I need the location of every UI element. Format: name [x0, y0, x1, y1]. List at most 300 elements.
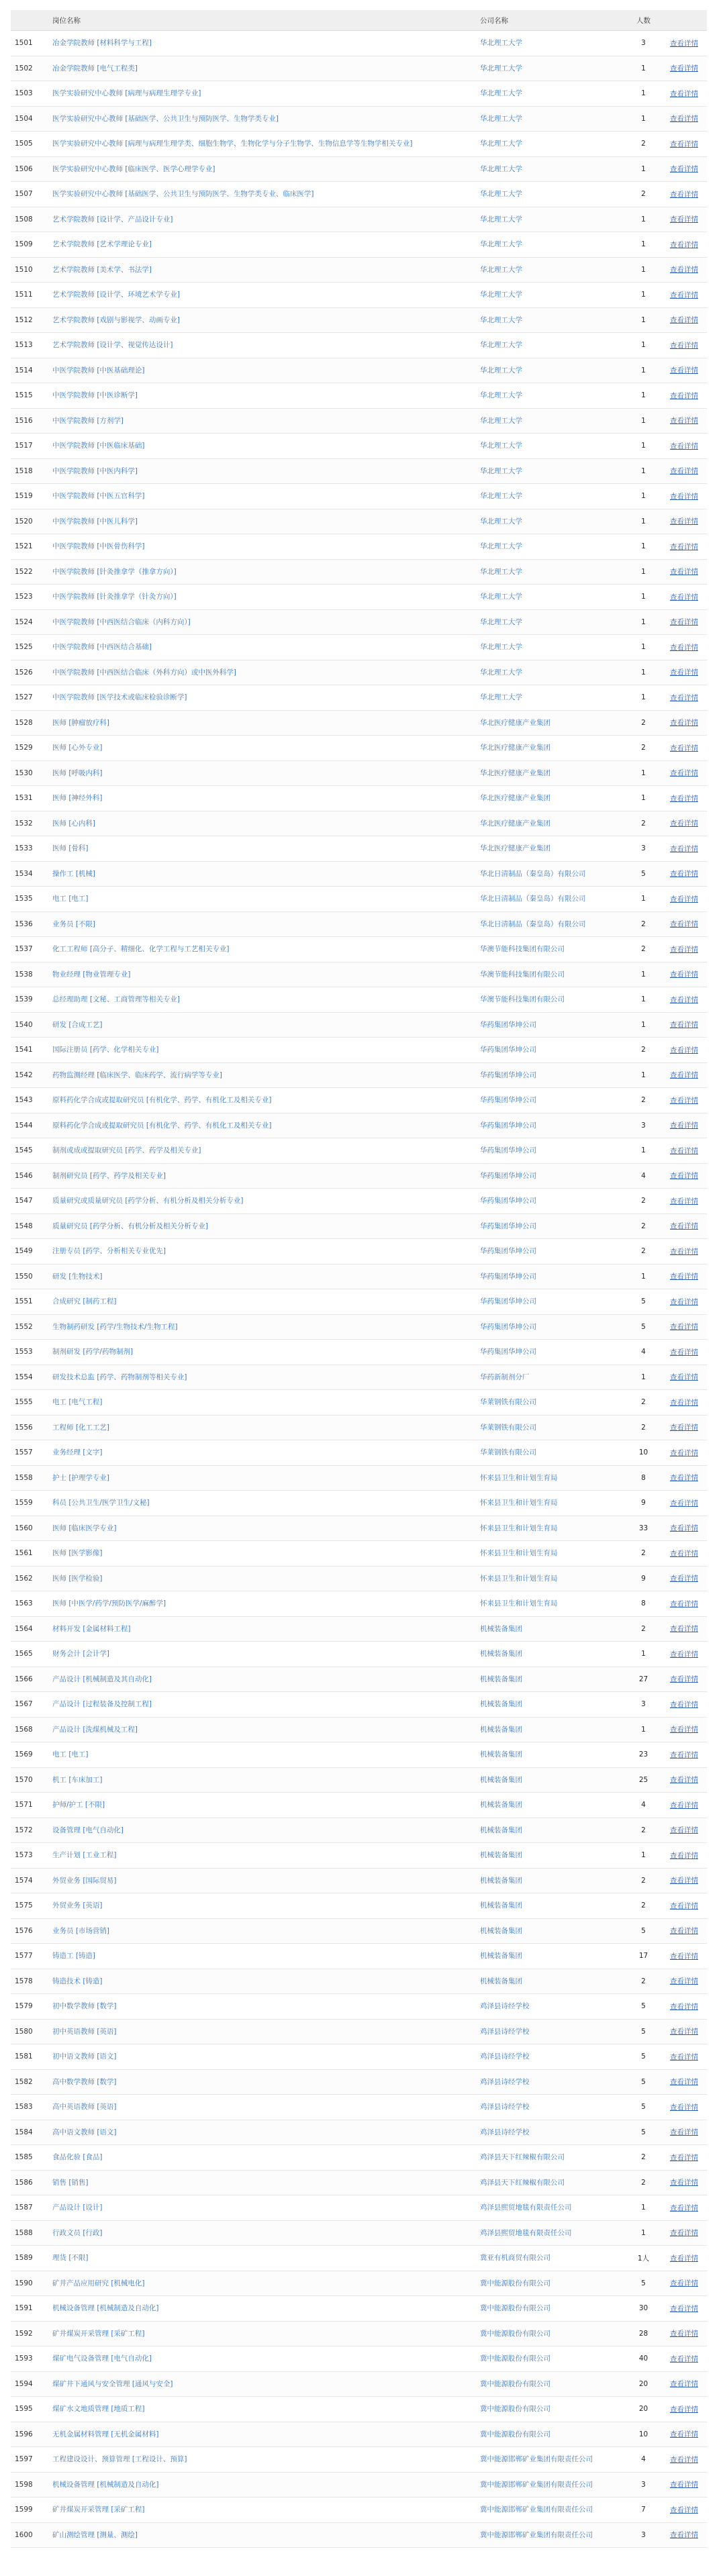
- job-title-link[interactable]: 中医学院教师 [中西医结合基础]: [48, 635, 476, 660]
- job-title-link[interactable]: 初中英语教师 [英语]: [48, 2019, 476, 2044]
- job-title-link[interactable]: 物业经理 [物业管理专业]: [48, 962, 476, 987]
- company-link[interactable]: 华北理工大学: [476, 585, 621, 610]
- job-title-link[interactable]: 财务会计 [会计学]: [48, 1642, 476, 1667]
- job-title-link[interactable]: 药物监测经理 [临床医学、临床药学、流行病学等专业]: [48, 1062, 476, 1088]
- view-details-link[interactable]: 查看详情: [670, 1273, 698, 1281]
- job-title-link[interactable]: 产品设计 [洗煤机械及工程]: [48, 1717, 476, 1742]
- company-link[interactable]: 华北理工大学: [476, 660, 621, 685]
- view-details-link[interactable]: 查看详情: [670, 1247, 698, 1256]
- job-title-link[interactable]: 销售 [销售]: [48, 2170, 476, 2195]
- view-details-link[interactable]: 查看详情: [670, 1323, 698, 1332]
- view-details-link[interactable]: 查看详情: [670, 2380, 698, 2389]
- job-title-link[interactable]: 注册专员 [药学、分析相关专业优先]: [48, 1239, 476, 1265]
- view-details-link[interactable]: 查看详情: [670, 442, 698, 450]
- view-details-link[interactable]: 查看详情: [670, 2355, 698, 2363]
- job-title-link[interactable]: 医师 [医学检验]: [48, 1566, 476, 1591]
- job-title-link[interactable]: 操作工 [机械]: [48, 861, 476, 887]
- company-link[interactable]: 华药集团华坤公司: [476, 1163, 621, 1189]
- job-title-link[interactable]: 行政文员 [行政]: [48, 2220, 476, 2246]
- view-details-link[interactable]: 查看详情: [670, 2103, 698, 2112]
- view-details-link[interactable]: 查看详情: [670, 1549, 698, 1558]
- job-title-link[interactable]: 业务员 [不限]: [48, 911, 476, 937]
- job-title-link[interactable]: 电工 [电工]: [48, 887, 476, 912]
- job-title-link[interactable]: 医师 [心内科]: [48, 811, 476, 836]
- view-details-link[interactable]: 查看详情: [670, 2254, 698, 2263]
- view-details-link[interactable]: 查看详情: [670, 1952, 698, 1961]
- job-title-link[interactable]: 研发 [合成工艺]: [48, 1012, 476, 1038]
- job-title-link[interactable]: 艺术学院教师 [艺术学理论专业]: [48, 232, 476, 258]
- company-link[interactable]: 怀来县卫生和计划生育局: [476, 1516, 621, 1541]
- job-title-link[interactable]: 中医学院教师 [中医临床基础]: [48, 434, 476, 459]
- view-details-link[interactable]: 查看详情: [670, 2430, 698, 2439]
- company-link[interactable]: 华药集团华坤公司: [476, 1038, 621, 1063]
- job-title-link[interactable]: 煤矿井下通风与安全管理 [通风与安全]: [48, 2371, 476, 2397]
- job-title-link[interactable]: 中医学院教师 [中医内科学]: [48, 458, 476, 484]
- job-title-link[interactable]: 科员 [公共卫生/医学卫生/文秘]: [48, 1491, 476, 1516]
- company-link[interactable]: 冀中能源股份有限公司: [476, 2371, 621, 2397]
- view-details-link[interactable]: 查看详情: [670, 693, 698, 702]
- job-title-link[interactable]: 业务员 [市场营销]: [48, 1918, 476, 1944]
- job-title-link[interactable]: 业务经理 [文字]: [48, 1440, 476, 1466]
- company-link[interactable]: 鸡泽县诗经学校: [476, 2069, 621, 2095]
- company-link[interactable]: 机械装备集团: [476, 1767, 621, 1793]
- company-link[interactable]: 怀来县卫生和计划生育局: [476, 1591, 621, 1617]
- view-details-link[interactable]: 查看详情: [670, 945, 698, 954]
- company-link[interactable]: 华北理工大学: [476, 434, 621, 459]
- view-details-link[interactable]: 查看详情: [670, 1071, 698, 1080]
- company-link[interactable]: 机械装备集团: [476, 1692, 621, 1718]
- view-details-link[interactable]: 查看详情: [670, 2078, 698, 2087]
- job-title-link[interactable]: 食品化验 [食品]: [48, 2145, 476, 2171]
- company-link[interactable]: 鸡泽县诗经学校: [476, 2120, 621, 2145]
- job-title-link[interactable]: 中医学院教师 [中医儿科学]: [48, 509, 476, 534]
- job-title-link[interactable]: 外贸业务 [国际贸易]: [48, 1868, 476, 1893]
- job-title-link[interactable]: 艺术学院教师 [设计学、视觉传达设计]: [48, 333, 476, 358]
- company-link[interactable]: 华北日清制品（秦皇岛）有限公司: [476, 861, 621, 887]
- view-details-link[interactable]: 查看详情: [670, 1448, 698, 1457]
- company-link[interactable]: 华药集团华坤公司: [476, 1264, 621, 1289]
- view-details-link[interactable]: 查看详情: [670, 1776, 698, 1785]
- view-details-link[interactable]: 查看详情: [670, 971, 698, 979]
- job-title-link[interactable]: 电工 [电气工程]: [48, 1390, 476, 1416]
- job-title-link[interactable]: 中医学院教师 [中医五官科学]: [48, 484, 476, 509]
- company-link[interactable]: 华药集团华坤公司: [476, 1113, 621, 1138]
- company-link[interactable]: 鸡泽县诗经学校: [476, 1994, 621, 2020]
- view-details-link[interactable]: 查看详情: [670, 769, 698, 778]
- company-link[interactable]: 华北理工大学: [476, 257, 621, 283]
- job-title-link[interactable]: 医师 [临床医学专业]: [48, 1516, 476, 1541]
- company-link[interactable]: 华北医疗健康产业集团: [476, 811, 621, 836]
- company-link[interactable]: 冀中能源股份有限公司: [476, 2296, 621, 2322]
- view-details-link[interactable]: 查看详情: [670, 1398, 698, 1407]
- company-link[interactable]: 华药集团华坤公司: [476, 1239, 621, 1265]
- company-link[interactable]: 华北医疗健康产业集团: [476, 760, 621, 786]
- job-title-link[interactable]: 无机金属材料管理 [无机金属材料]: [48, 2422, 476, 2447]
- company-link[interactable]: 怀来县卫生和计划生育局: [476, 1465, 621, 1491]
- company-link[interactable]: 冀中能源股份有限公司: [476, 2397, 621, 2422]
- view-details-link[interactable]: 查看详情: [670, 1901, 698, 1910]
- company-link[interactable]: 华北理工大学: [476, 307, 621, 333]
- job-title-link[interactable]: 中医学院教师 [方剂学]: [48, 408, 476, 434]
- company-link[interactable]: 华药新制剂分厂: [476, 1365, 621, 1390]
- view-details-link[interactable]: 查看详情: [670, 1977, 698, 1986]
- view-details-link[interactable]: 查看详情: [670, 266, 698, 275]
- job-title-link[interactable]: 质量研究员 [药学分析、有机分析及相关分析专业]: [48, 1213, 476, 1239]
- view-details-link[interactable]: 查看详情: [670, 1801, 698, 1810]
- job-title-link[interactable]: 产品设计 [设计]: [48, 2195, 476, 2221]
- company-link[interactable]: 华澳节能科技集团有限公司: [476, 937, 621, 962]
- company-link[interactable]: 机械装备集团: [476, 1717, 621, 1742]
- view-details-link[interactable]: 查看详情: [670, 1297, 698, 1306]
- job-title-link[interactable]: 生物制药研发 [药学/生物技术/生物工程]: [48, 1314, 476, 1340]
- job-title-link[interactable]: 高中数学教师 [数学]: [48, 2069, 476, 2095]
- company-link[interactable]: 华莱钢铁有限公司: [476, 1415, 621, 1440]
- job-title-link[interactable]: 机械设备管理 [机械制造及自动化]: [48, 2296, 476, 2322]
- view-details-link[interactable]: 查看详情: [670, 2028, 698, 2036]
- view-details-link[interactable]: 查看详情: [670, 920, 698, 929]
- company-link[interactable]: 机械装备集团: [476, 1893, 621, 1919]
- company-link[interactable]: 华北理工大学: [476, 56, 621, 81]
- job-title-link[interactable]: 国际注册员 [药学、化学相关专业]: [48, 1038, 476, 1063]
- view-details-link[interactable]: 查看详情: [670, 995, 698, 1004]
- company-link[interactable]: 华北理工大学: [476, 685, 621, 711]
- job-title-link[interactable]: 煤矿电气设备管理 [电气自动化]: [48, 2346, 476, 2372]
- job-title-link[interactable]: 医学实验研究中心教师 [病理与病理生理学类、细胞生物学、生物化学与分子生物学、生物信息学等生物学相关专业]: [48, 132, 476, 157]
- view-details-link[interactable]: 查看详情: [670, 794, 698, 803]
- view-details-link[interactable]: 查看详情: [670, 1700, 698, 1709]
- job-title-link[interactable]: 中医学院教师 [针灸推拿学（推拿方向）]: [48, 559, 476, 585]
- company-link[interactable]: 鸡泽县诗经学校: [476, 2044, 621, 2070]
- company-link[interactable]: 华北日清制品（秦皇岛）有限公司: [476, 887, 621, 912]
- company-link[interactable]: 华北理工大学: [476, 609, 621, 635]
- job-title-link[interactable]: 医师 [心外专业]: [48, 736, 476, 761]
- company-link[interactable]: 华药集团华坤公司: [476, 1012, 621, 1038]
- company-link[interactable]: 华北理工大学: [476, 484, 621, 509]
- company-link[interactable]: 华药集团华坤公司: [476, 1189, 621, 1214]
- view-details-link[interactable]: 查看详情: [670, 568, 698, 577]
- company-link[interactable]: 冀中能源股份有限公司: [476, 2422, 621, 2447]
- job-title-link[interactable]: 中医学院教师 [中医基础理论]: [48, 358, 476, 383]
- company-link[interactable]: 冀中能源邯郸矿业集团有限责任公司: [476, 2447, 621, 2473]
- view-details-link[interactable]: 查看详情: [670, 115, 698, 123]
- view-details-link[interactable]: 查看详情: [670, 1877, 698, 1885]
- company-link[interactable]: 华澳节能科技集团有限公司: [476, 962, 621, 987]
- job-title-link[interactable]: 铸造技术 [铸造]: [48, 1969, 476, 1994]
- company-link[interactable]: 机械装备集团: [476, 1868, 621, 1893]
- view-details-link[interactable]: 查看详情: [670, 1021, 698, 1030]
- view-details-link[interactable]: 查看详情: [670, 366, 698, 375]
- company-link[interactable]: 机械装备集团: [476, 1793, 621, 1818]
- job-title-link[interactable]: 煤矿水文地质管理 [地质工程]: [48, 2397, 476, 2422]
- company-link[interactable]: 华莱钢铁有限公司: [476, 1390, 621, 1416]
- view-details-link[interactable]: 查看详情: [670, 1424, 698, 1432]
- company-link[interactable]: 机械装备集团: [476, 1969, 621, 1994]
- job-title-link[interactable]: 医学实验研究中心教师 [基础医学、公共卫生与预防医学、生物学类专业]: [48, 106, 476, 132]
- view-details-link[interactable]: 查看详情: [670, 2304, 698, 2313]
- job-title-link[interactable]: 研发 [生物技术]: [48, 1264, 476, 1289]
- view-details-link[interactable]: 查看详情: [670, 895, 698, 903]
- company-link[interactable]: 冀中能源股份有限公司: [476, 2346, 621, 2372]
- company-link[interactable]: 华药集团华坤公司: [476, 1138, 621, 1164]
- company-link[interactable]: 华北理工大学: [476, 635, 621, 660]
- company-link[interactable]: 华北医疗健康产业集团: [476, 710, 621, 736]
- view-details-link[interactable]: 查看详情: [670, 668, 698, 677]
- company-link[interactable]: 华北理工大学: [476, 559, 621, 585]
- view-details-link[interactable]: 查看详情: [670, 165, 698, 174]
- view-details-link[interactable]: 查看详情: [670, 1373, 698, 1382]
- view-details-link[interactable]: 查看详情: [670, 2153, 698, 2162]
- job-title-link[interactable]: 高中语文教师 [语文]: [48, 2120, 476, 2145]
- company-link[interactable]: 鸡泽县诗经学校: [476, 2095, 621, 2120]
- company-link[interactable]: 鸡泽县熙贸地毯有限责任公司: [476, 2195, 621, 2221]
- view-details-link[interactable]: 查看详情: [670, 2002, 698, 2011]
- view-details-link[interactable]: 查看详情: [670, 2455, 698, 2464]
- company-link[interactable]: 华药集团华坤公司: [476, 1088, 621, 1113]
- job-title-link[interactable]: 原料药化学合成或提取研究员 [有机化学、药学、有机化工及相关专业]: [48, 1113, 476, 1138]
- view-details-link[interactable]: 查看详情: [670, 2405, 698, 2414]
- company-link[interactable]: 华药集团华坤公司: [476, 1340, 621, 1365]
- company-link[interactable]: 怀来县卫生和计划生育局: [476, 1541, 621, 1567]
- company-link[interactable]: 华北理工大学: [476, 358, 621, 383]
- company-link[interactable]: 华北医疗健康产业集团: [476, 836, 621, 862]
- company-link[interactable]: 华北理工大学: [476, 31, 621, 56]
- view-details-link[interactable]: 查看详情: [670, 417, 698, 426]
- view-details-link[interactable]: 查看详情: [670, 2279, 698, 2288]
- company-link[interactable]: 冀中能源股份有限公司: [476, 2271, 621, 2296]
- company-link[interactable]: 鸡泽县诗经学校: [476, 2019, 621, 2044]
- company-link[interactable]: 华北理工大学: [476, 207, 621, 232]
- view-details-link[interactable]: 查看详情: [670, 1499, 698, 1507]
- job-title-link[interactable]: 中医学院教师 [中医骨伤科学]: [48, 534, 476, 560]
- job-title-link[interactable]: 制剂或成或提取研究员 [药学、药学及相关专业]: [48, 1138, 476, 1164]
- view-details-link[interactable]: 查看详情: [670, 870, 698, 879]
- company-link[interactable]: 机械装备集团: [476, 1742, 621, 1768]
- company-link[interactable]: 机械装备集团: [476, 1818, 621, 1843]
- view-details-link[interactable]: 查看详情: [670, 1474, 698, 1483]
- view-details-link[interactable]: 查看详情: [670, 1575, 698, 1583]
- view-details-link[interactable]: 查看详情: [670, 593, 698, 601]
- view-details-link[interactable]: 查看详情: [670, 2506, 698, 2514]
- job-title-link[interactable]: 工程建设设计、预算管理 [工程设计、预算]: [48, 2447, 476, 2473]
- company-link[interactable]: 机械装备集团: [476, 1843, 621, 1869]
- company-link[interactable]: 华北理工大学: [476, 81, 621, 107]
- company-link[interactable]: 冀亚有机商贸有限公司: [476, 2246, 621, 2271]
- job-title-link[interactable]: 合成研究 [制药工程]: [48, 1289, 476, 1315]
- view-details-link[interactable]: 查看详情: [670, 542, 698, 551]
- company-link[interactable]: 华北理工大学: [476, 458, 621, 484]
- view-details-link[interactable]: 查看详情: [670, 2229, 698, 2238]
- job-title-link[interactable]: 产品设计 [过程装备及控制工程]: [48, 1692, 476, 1718]
- job-title-link[interactable]: 医学实验研究中心教师 [病理与病理生理学专业]: [48, 81, 476, 107]
- company-link[interactable]: 机械装备集团: [476, 1616, 621, 1642]
- company-link[interactable]: 华北医疗健康产业集团: [476, 736, 621, 761]
- view-details-link[interactable]: 查看详情: [670, 1851, 698, 1860]
- job-title-link[interactable]: 中医学院教师 [中西医结合临床（内科方向）]: [48, 609, 476, 635]
- view-details-link[interactable]: 查看详情: [670, 744, 698, 752]
- view-details-link[interactable]: 查看详情: [670, 1046, 698, 1054]
- job-title-link[interactable]: 初中数学教师 [数学]: [48, 1994, 476, 2020]
- view-details-link[interactable]: 查看详情: [670, 291, 698, 299]
- view-details-link[interactable]: 查看详情: [670, 1172, 698, 1181]
- job-title-link[interactable]: 材料开发 [金属材料工程]: [48, 1616, 476, 1642]
- view-details-link[interactable]: 查看详情: [670, 2330, 698, 2338]
- view-details-link[interactable]: 查看详情: [670, 2052, 698, 2061]
- view-details-link[interactable]: 查看详情: [670, 316, 698, 325]
- view-details-link[interactable]: 查看详情: [670, 1222, 698, 1231]
- company-link[interactable]: 华北理工大学: [476, 408, 621, 434]
- company-link[interactable]: 机械装备集团: [476, 1918, 621, 1944]
- company-link[interactable]: 华澳节能科技集团有限公司: [476, 987, 621, 1013]
- job-title-link[interactable]: 艺术学院教师 [戏剧与影视学、动画专业]: [48, 307, 476, 333]
- view-details-link[interactable]: 查看详情: [670, 1625, 698, 1634]
- company-link[interactable]: 鸡泽县天下红辣椒有限公司: [476, 2145, 621, 2171]
- company-link[interactable]: 华北理工大学: [476, 383, 621, 409]
- job-title-link[interactable]: 高中英语教师 [英语]: [48, 2095, 476, 2120]
- view-details-link[interactable]: 查看详情: [670, 1599, 698, 1608]
- view-details-link[interactable]: 查看详情: [670, 1146, 698, 1155]
- company-link[interactable]: 华北理工大学: [476, 333, 621, 358]
- view-details-link[interactable]: 查看详情: [670, 341, 698, 350]
- company-link[interactable]: 华药集团华坤公司: [476, 1213, 621, 1239]
- view-details-link[interactable]: 查看详情: [670, 391, 698, 400]
- view-details-link[interactable]: 查看详情: [670, 1726, 698, 1734]
- job-title-link[interactable]: 矿井煤炭开采管理 [采矿工程]: [48, 2321, 476, 2346]
- job-title-link[interactable]: 原料药化学合成或提取研究员 [有机化学、药学、有机化工及相关专业]: [48, 1088, 476, 1113]
- view-details-link[interactable]: 查看详情: [670, 492, 698, 501]
- job-title-link[interactable]: 制剂研发 [药学/药物制剂]: [48, 1340, 476, 1365]
- job-title-link[interactable]: 护士 [护理学专业]: [48, 1465, 476, 1491]
- company-link[interactable]: 华北理工大学: [476, 182, 621, 207]
- job-title-link[interactable]: 中医学院教师 [医学技术或临床检验诊断学]: [48, 685, 476, 711]
- view-details-link[interactable]: 查看详情: [670, 719, 698, 728]
- view-details-link[interactable]: 查看详情: [670, 64, 698, 73]
- view-details-link[interactable]: 查看详情: [670, 618, 698, 627]
- company-link[interactable]: 机械装备集团: [476, 1667, 621, 1692]
- view-details-link[interactable]: 查看详情: [670, 2203, 698, 2212]
- view-details-link[interactable]: 查看详情: [670, 820, 698, 828]
- job-title-link[interactable]: 护师/护工 [不限]: [48, 1793, 476, 1818]
- job-title-link[interactable]: 医师 [骨科]: [48, 836, 476, 862]
- company-link[interactable]: 冀中能源邯郸矿业集团有限责任公司: [476, 2472, 621, 2497]
- view-details-link[interactable]: 查看详情: [670, 140, 698, 148]
- job-title-link[interactable]: 研发技术总监 [药学、药物制剂等相关专业]: [48, 1365, 476, 1390]
- job-title-link[interactable]: 中医学院教师 [中医诊断学]: [48, 383, 476, 409]
- view-details-link[interactable]: 查看详情: [670, 1750, 698, 1759]
- view-details-link[interactable]: 查看详情: [670, 1650, 698, 1658]
- company-link[interactable]: 华北理工大学: [476, 283, 621, 308]
- job-title-link[interactable]: 艺术学院教师 [设计学、产品设计专业]: [48, 207, 476, 232]
- company-link[interactable]: 鸡泽县熙贸地毯有限责任公司: [476, 2220, 621, 2246]
- view-details-link[interactable]: 查看详情: [670, 190, 698, 199]
- company-link[interactable]: 华药集团华坤公司: [476, 1289, 621, 1315]
- job-title-link[interactable]: 制剂研究员 [药学、药学及相关专业]: [48, 1163, 476, 1189]
- company-link[interactable]: 怀来县卫生和计划生育局: [476, 1491, 621, 1516]
- view-details-link[interactable]: 查看详情: [670, 1096, 698, 1105]
- view-details-link[interactable]: 查看详情: [670, 844, 698, 853]
- view-details-link[interactable]: 查看详情: [670, 215, 698, 224]
- job-title-link[interactable]: 矿井煤炭开采管理 [采矿工程]: [48, 2497, 476, 2523]
- company-link[interactable]: 华北医疗健康产业集团: [476, 786, 621, 811]
- view-details-link[interactable]: 查看详情: [670, 1122, 698, 1130]
- job-title-link[interactable]: 艺术学院教师 [设计学、环境艺术学专业]: [48, 283, 476, 308]
- job-title-link[interactable]: 医师 [中医学/药学/预防医学/麻醉学]: [48, 1591, 476, 1617]
- view-details-link[interactable]: 查看详情: [670, 2179, 698, 2187]
- view-details-link[interactable]: 查看详情: [670, 517, 698, 526]
- job-title-link[interactable]: 化工工程师 [高分子、精细化、化学工程与工艺相关专业]: [48, 937, 476, 962]
- company-link[interactable]: 华北理工大学: [476, 106, 621, 132]
- company-link[interactable]: 冀中能源邯郸矿业集团有限责任公司: [476, 2522, 621, 2548]
- job-title-link[interactable]: 铸造工 [铸造]: [48, 1944, 476, 1969]
- job-title-link[interactable]: 医师 [神经外科]: [48, 786, 476, 811]
- job-title-link[interactable]: 冶金学院教师 [材料科学与工程]: [48, 31, 476, 56]
- job-title-link[interactable]: 矿山测绘管理 [测量、测绘]: [48, 2522, 476, 2548]
- company-link[interactable]: 鸡泽县天下红辣椒有限公司: [476, 2170, 621, 2195]
- job-title-link[interactable]: 外贸业务 [英语]: [48, 1893, 476, 1919]
- company-link[interactable]: 华药集团华坤公司: [476, 1314, 621, 1340]
- job-title-link[interactable]: 产品设计 [机械制造及其自动化]: [48, 1667, 476, 1692]
- company-link[interactable]: 华药集团华坤公司: [476, 1062, 621, 1088]
- job-title-link[interactable]: 医师 [肿瘤放疗科]: [48, 710, 476, 736]
- company-link[interactable]: 华北理工大学: [476, 232, 621, 258]
- company-link[interactable]: 机械装备集团: [476, 1642, 621, 1667]
- view-details-link[interactable]: 查看详情: [670, 39, 698, 48]
- company-link[interactable]: 华北理工大学: [476, 534, 621, 560]
- company-link[interactable]: 怀来县卫生和计划生育局: [476, 1566, 621, 1591]
- view-details-link[interactable]: 查看详情: [670, 89, 698, 98]
- view-details-link[interactable]: 查看详情: [670, 2531, 698, 2540]
- view-details-link[interactable]: 查看详情: [670, 643, 698, 652]
- job-title-link[interactable]: 生产计划 [工业工程]: [48, 1843, 476, 1869]
- view-details-link[interactable]: 查看详情: [670, 1348, 698, 1356]
- view-details-link[interactable]: 查看详情: [670, 2128, 698, 2137]
- job-title-link[interactable]: 机工 [车床加工]: [48, 1767, 476, 1793]
- job-title-link[interactable]: 医师 [医学影像]: [48, 1541, 476, 1567]
- company-link[interactable]: 华北理工大学: [476, 132, 621, 157]
- job-title-link[interactable]: 工程师 [化工工艺]: [48, 1415, 476, 1440]
- view-details-link[interactable]: 查看详情: [670, 1927, 698, 1936]
- view-details-link[interactable]: 查看详情: [670, 1197, 698, 1205]
- company-link[interactable]: 华北日清制品（秦皇岛）有限公司: [476, 911, 621, 937]
- job-title-link[interactable]: 矿井产品应用研究 [机械电化]: [48, 2271, 476, 2296]
- company-link[interactable]: 华北理工大学: [476, 509, 621, 534]
- job-title-link[interactable]: 冶金学院教师 [电气工程类]: [48, 56, 476, 81]
- job-title-link[interactable]: 理货 [不限]: [48, 2246, 476, 2271]
- job-title-link[interactable]: 医师 [呼吸内科]: [48, 760, 476, 786]
- job-title-link[interactable]: 电工 [电工]: [48, 1742, 476, 1768]
- job-title-link[interactable]: 中医学院教师 [针灸推拿学（针灸方向）]: [48, 585, 476, 610]
- company-link[interactable]: 华莱钢铁有限公司: [476, 1440, 621, 1466]
- job-title-link[interactable]: 初中语文教师 [语文]: [48, 2044, 476, 2070]
- company-link[interactable]: 机械装备集团: [476, 1944, 621, 1969]
- job-title-link[interactable]: 设备管理 [电气自动化]: [48, 1818, 476, 1843]
- company-link[interactable]: 冀中能源股份有限公司: [476, 2321, 621, 2346]
- job-title-link[interactable]: 质量研究或质量研究员 [药学分析、有机分析及相关分析专业]: [48, 1189, 476, 1214]
- company-link[interactable]: 冀中能源邯郸矿业集团有限责任公司: [476, 2497, 621, 2523]
- view-details-link[interactable]: 查看详情: [670, 1675, 698, 1684]
- job-title-link[interactable]: 机械设备管理 [机械制造及自动化]: [48, 2472, 476, 2497]
- job-title-link[interactable]: 总经理助理 [文秘、工商管理等相关专业]: [48, 987, 476, 1013]
- job-title-link[interactable]: 医学实验研究中心教师 [基础医学、公共卫生与预防医学、生物学类专业、临床医学]: [48, 182, 476, 207]
- view-details-link[interactable]: 查看详情: [670, 1826, 698, 1835]
- company-link[interactable]: 华北理工大学: [476, 156, 621, 182]
- view-details-link[interactable]: 查看详情: [670, 1524, 698, 1533]
- view-details-link[interactable]: 查看详情: [670, 2481, 698, 2489]
- job-title-link[interactable]: 中医学院教师 [中西医结合临床（外科方向）或中医外科学]: [48, 660, 476, 685]
- view-details-link[interactable]: 查看详情: [670, 240, 698, 249]
- view-details-link[interactable]: 查看详情: [670, 467, 698, 476]
- job-title-link[interactable]: 医学实验研究中心教师 [临床医学、医学心理学专业]: [48, 156, 476, 182]
- job-title-link[interactable]: 艺术学院教师 [美术学、书法学]: [48, 257, 476, 283]
